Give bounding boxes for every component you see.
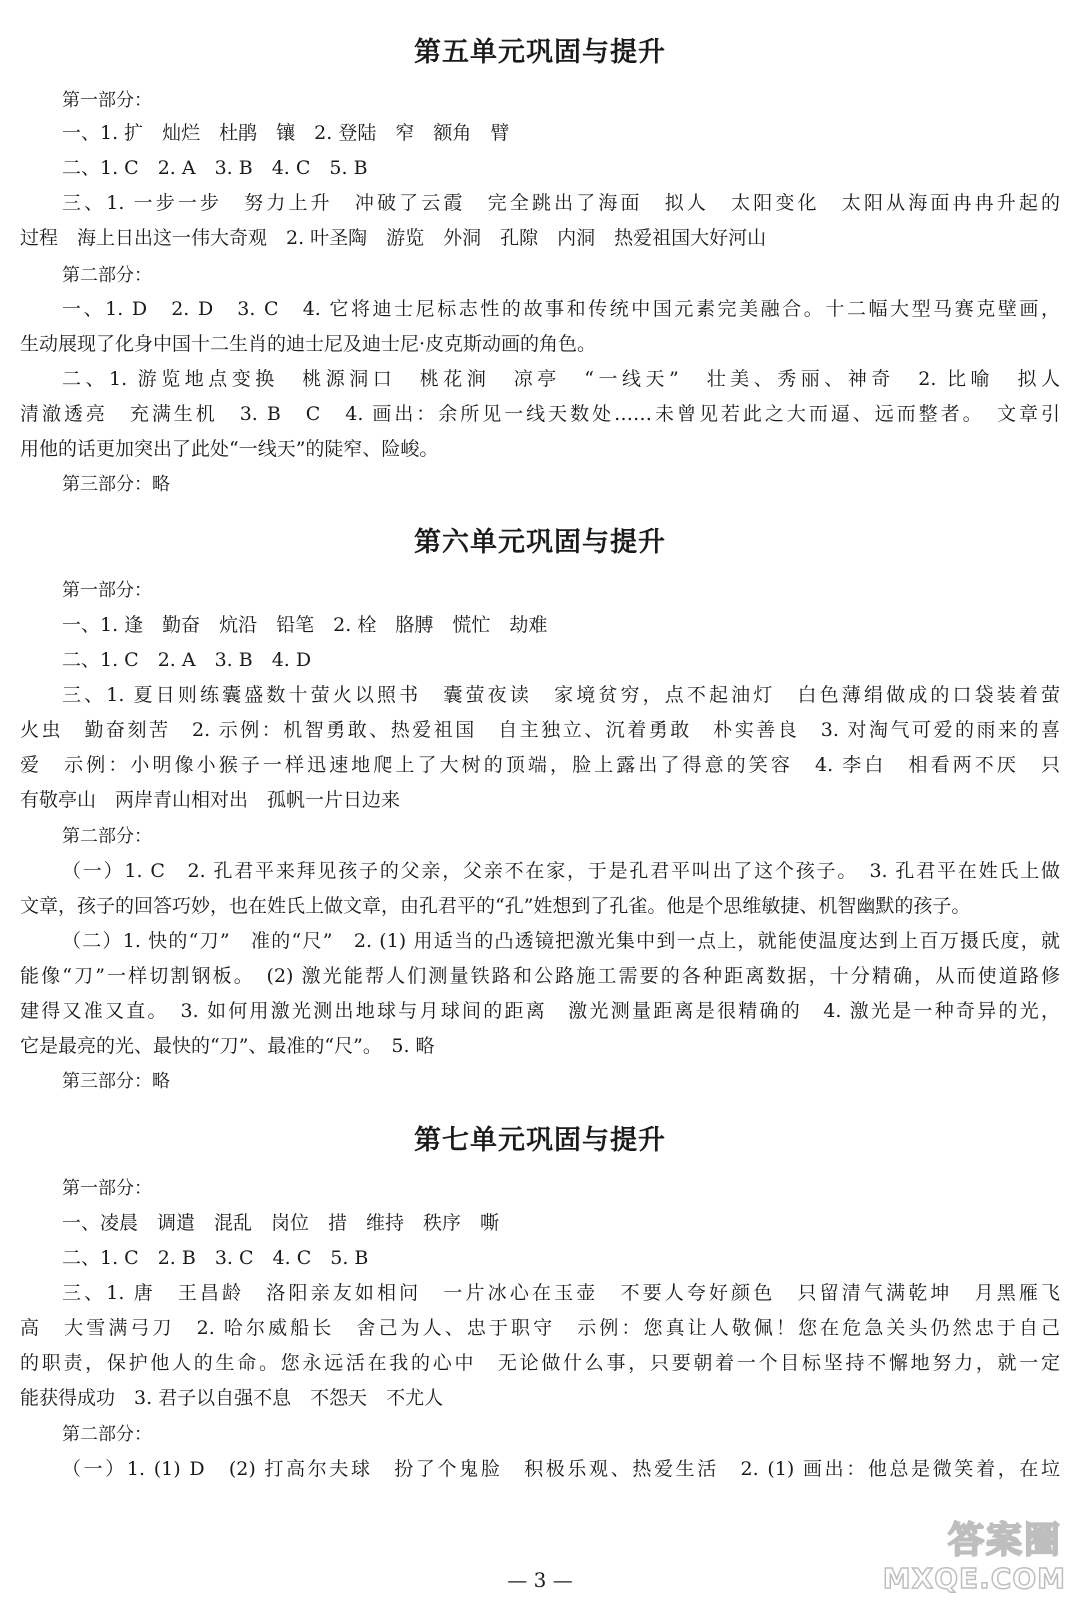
unit7-part1-q3-line1: 三、1. 唐 王昌龄 洛阳亲友如相问 一片冰心在玉壶 不要人夸好颜色 只留清气满乾坤 月黑雁飞	[62, 1282, 1060, 1304]
unit6-part1-q1: 一、1. 逢 勤奋 炕沿 铅笔 2. 栓 胳膊 慌忙 劫难	[62, 614, 548, 636]
watermark-bottom-text: MXQE.COM	[882, 1562, 1066, 1595]
unit5-part1-q1: 一、1. 扩 灿烂 杜鹃 镶 2. 登陆 窄 额角 臂	[62, 122, 510, 144]
unit5-part2-label: 第二部分：	[62, 265, 152, 286]
unit7-part1-q3-line3: 的职责，保护他人的生命。您永远活在我的心中 无论做什么事，只要朝着一个目标坚持不懈地努力，就一定	[20, 1352, 1060, 1374]
unit7-part2-sec1-line1: （一）1. (1) D (2) 打高尔夫球 扮了个鬼脸 积极乐观、热爱生活 2. (1) 画出：他总是微笑着，在垃	[62, 1458, 1060, 1480]
unit7-part1-q3-line4: 能获得成功 3. 君子以自强不息 不怨天 不尤人	[20, 1387, 444, 1409]
unit6-part1-q3-line1: 三、1. 夏日则练囊盛数十萤火以照书 囊萤夜读 家境贫穷，点不起油灯 白色薄绢做成的口袋装着萤	[62, 684, 1060, 706]
unit6-part1-label: 第一部分：	[62, 580, 152, 601]
unit5-part1-q3-line2: 过程 海上日出这一伟大奇观 2. 叶圣陶 游览 外洞 孔隙 内洞 热爱祖国大好河山	[20, 227, 767, 249]
unit6-part2-sec2-line2: 能像“刀”一样切割钢板。 (2) 激光能帮人们测量铁路和公路施工需要的各种距离数据，十分精确，从而使道路修	[20, 965, 1060, 987]
unit5-part2-q1-line1: 一、1. D 2. D 3. C 4. 它将迪士尼标志性的故事和传统中国元素完美融合。十二幅大型马赛克壁画，	[62, 298, 1060, 320]
unit6-part3: 第三部分：略	[62, 1071, 170, 1092]
unit7-part1-q2: 二、1. C 2. B 3. C 4. C 5. B	[62, 1247, 369, 1269]
unit5-part2-q2-line1: 二、1. 游览地点变换 桃源洞口 桃花涧 凉亭 “一线天” 壮美、秀丽、神奇 2. 比喻 拟人	[62, 368, 1060, 390]
unit7-part1-label: 第一部分：	[62, 1178, 152, 1199]
unit5-part1-q3-line1: 三、1. 一步一步 努力上升 冲破了云霞 完全跳出了海面 拟人 太阳变化 太阳从海面冉冉升起的	[62, 192, 1060, 214]
unit6-part1-q3-line2: 火虫 勤奋刻苦 2. 示例：机智勇敢、热爱祖国 自主独立、沉着勇敢 朴实善良 3. 对淘气可爱的雨来的喜	[20, 719, 1060, 741]
unit5-title: 第五单元巩固与提升	[414, 37, 666, 68]
unit7-part1-q1: 一、凌晨 调遣 混乱 岗位 措 维持 秩序 嘶	[62, 1212, 500, 1234]
unit5-part1-q2: 二、1. C 2. A 3. B 4. C 5. B	[62, 157, 368, 179]
unit5-part2-q1-line2: 生动展现了化身中国十二生肖的迪士尼及迪士尼·皮克斯动画的角色。	[20, 333, 597, 355]
unit6-part2-sec2-line3: 建得又准又直。 3. 如何用激光测出地球与月球间的距离 激光测量距离是很精确的 4. 激光是一种奇异的光，	[20, 1000, 1060, 1022]
unit6-part1-q2: 二、1. C 2. A 3. B 4. D	[62, 649, 312, 671]
watermark-top-text: 答案圈	[947, 1520, 1062, 1561]
unit6-part2-sec1-line2: 文章，孩子的回答巧妙，也在姓氏上做文章，由孔君平的“孔”姓想到了孔雀。他是个思维敏捷、机智幽默的孩子。	[20, 895, 971, 917]
unit6-part2-sec2-line4: 它是最亮的光、最快的“刀”、最准的“尺”。 5. 略	[20, 1035, 435, 1057]
unit7-part2-label: 第二部分：	[62, 1424, 152, 1445]
unit6-part1-q3-line3: 爱 示例：小明像小猴子一样迅速地爬上了大树的顶端，脸上露出了得意的笑容 4. 李白 相看两不厌 只	[20, 754, 1060, 776]
unit5-part2-q2-line3: 用他的话更加突出了此处“一线天”的陡窄、险峻。	[20, 438, 439, 460]
unit5-part2-q2-line2: 清澈透亮 充满生机 3. B C 4. 画出：余所见一线天数处……未曾见若此之大而逼、远而整者。 文章引	[20, 403, 1060, 425]
unit5-part1-label: 第一部分：	[62, 90, 152, 111]
unit6-title: 第六单元巩固与提升	[414, 527, 666, 558]
unit6-part1-q3-line4: 有敬亭山 两岸青山相对出 孤帆一片日边来	[20, 789, 401, 811]
unit7-part1-q3-line2: 高 大雪满弓刀 2. 哈尔威船长 舍己为人、忠于职守 示例：您真让人敬佩！您在危急关头仍然忠于自己	[20, 1317, 1060, 1339]
unit7-title: 第七单元巩固与提升	[414, 1125, 666, 1156]
unit6-part2-label: 第二部分：	[62, 826, 152, 847]
unit6-part2-sec1-line1: （一）1. C 2. 孔君平来拜见孩子的父亲，父亲不在家，于是孔君平叫出了这个孩子。 3. 孔君平在姓氏上做	[62, 860, 1060, 882]
page-number: — 3 —	[507, 1568, 573, 1592]
watermark-logo	[882, 1512, 1072, 1602]
unit6-part2-sec2-line1: （二）1. 快的“刀” 准的“尺” 2. (1) 用适当的凸透镜把激光集中到一点上，就能使温度达到上百万摄氏度，就	[62, 930, 1060, 952]
unit5-part3: 第三部分：略	[62, 474, 170, 495]
